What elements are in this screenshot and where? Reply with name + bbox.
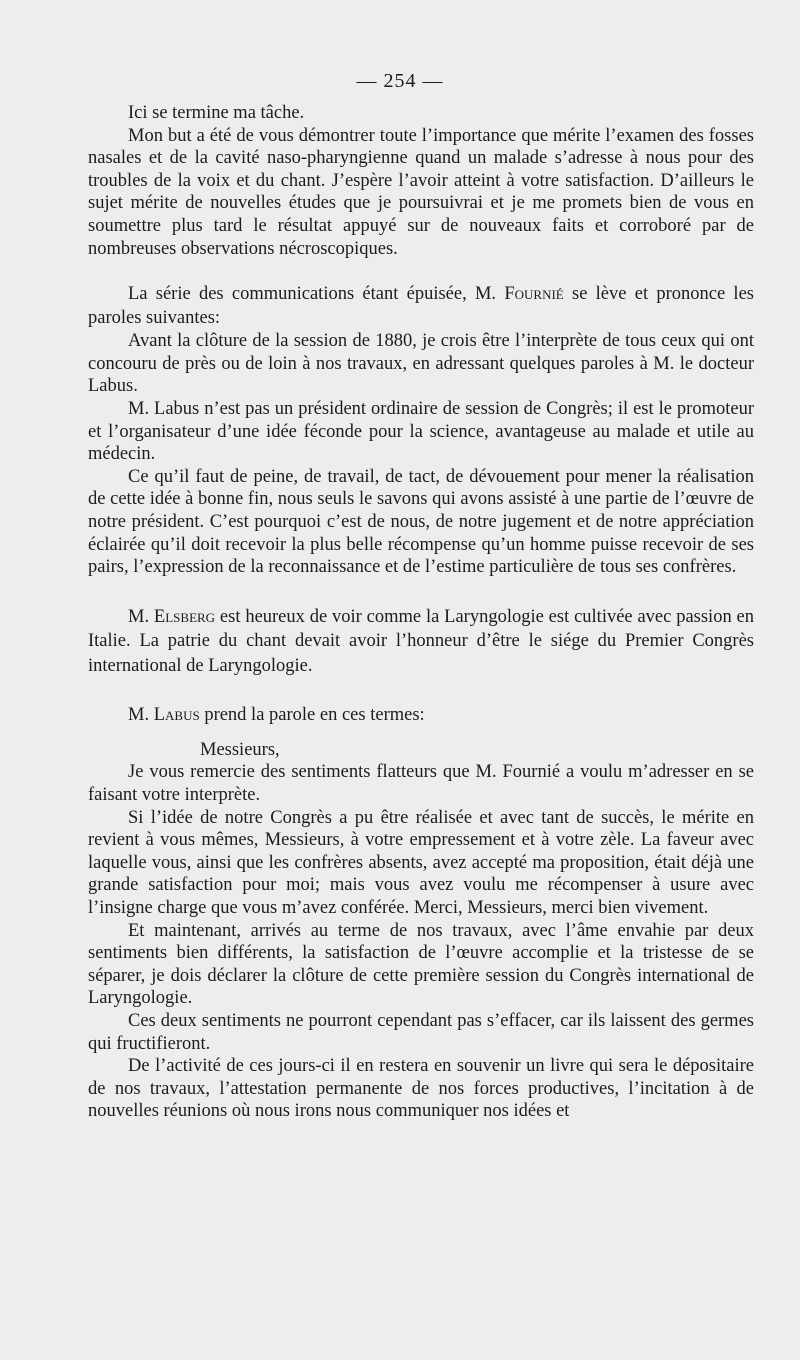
paragraph: Ces deux sentiments ne pourront cependant pas s’effacer, car ils laissent des germes qui fructifieront. [88,1010,754,1054]
page-number: — 254 — [356,70,444,92]
speaker-name: Labus [153,705,200,726]
fournie-intro: La série des communications étant épuisée, M. Fournié se lève et prononce les paroles suivantes: [88,284,754,329]
paragraph: Avant la clôture de la session de 1880, je crois être l’interprète de tous ceux qui ont concouru de près ou de loin à nos travaux, en adressant quelques paroles à M. le docteur Labus. [88,331,754,397]
paragraph: Je vous remercie des sentiments flatteurs que M. Fournié a voulu m’adresser en se faisant votre interprète. [88,762,754,805]
paragraph: Et maintenant, arrivés au terme de nos travaux, avec l’âme envahie par deux sentiments bien différents, la satisfaction de l’œuvre accomplie et la tristesse de se séparer, je dois déclarer la clôture de cette première session du Congrès international de Laryngologie. [88,920,754,1009]
elsberg-paragraph: M. Elsberg est heureux de voir comme la Laryngologie est cultivée avec passion en Italie. La patrie du chant devait avoir l’honneur d’être le siége du Premier Congrès international de Laryngologie. [88,606,754,676]
paragraph: Si l’idée de notre Congrès a pu être réalisée et avec tant de succès, le mérite en revient à vous mêmes, Messieurs, à votre empressement et à votre zèle. La faveur avec laquelle vous, ainsi que les confrères absents, avez accepté ma proposition, était déjà une grande satisfaction pour moi; mais vous avez voulu me récompenser à usure avec l’insigne charge que vous m’avez conférée. Merci, Messieurs, merci bien vivement. [88,807,754,918]
speaker-name: Fournié [504,284,564,305]
body-text [88,102,754,1123]
paragraph: Ici se termine ma tâche. [128,103,305,123]
paragraph: De l’activité de ces jours-ci il en restera en souvenir un livre qui sera le dépositaire de nos travaux, l’attestation permanente de nos forces productives, l’incitation à de nouvelles réunions où nous irons nous communiquer nos idées et [88,1056,754,1122]
paragraph: Ce qu’il faut de peine, de travail, de tact, de dévouement pour mener la réalisation de cette idée à bonne fin, nous seuls le savons qui avons assisté à une partie de l’œuvre de notre président. C’est pourquoi c’est de nous, de notre jugement et de notre appréciation éclairée qu’il doit recevoir la plus belle récompense qu’un homme puisse recevoir de ses pairs, l’expression de la reconnaissance et de l’estime particulière de tous ses confrères. [88,466,754,578]
speaker-name: Elsberg [153,606,216,627]
labus-intro: M. Labus prend la parole en ces termes: [128,705,425,726]
paragraph: M. Labus n’est pas un président ordinaire de session de Congrès; il est le promoteur et l’organisateur d’une idée féconde pour la science, avantageuse au malade et utile au médecin. [88,398,754,465]
paragraph: Mon but a été de vous démontrer toute l’importance que mérite l’examen des fosses nasales et de la cavité naso-pharyngienne quand un malade s’adresse à nous pour des troubles de la voix et du chant. J’espère l’avoir atteint à votre satisfaction. D’ailleurs le sujet mérite de nouvelles études que je poursuivrai et je me promets bien de vous en soumettre plus tard le résultat appuyé sur de nouveaux faits et corroboré par de nombreuses observations nécroscopiques. [88,125,754,259]
salutation: Messieurs, [200,739,280,760]
